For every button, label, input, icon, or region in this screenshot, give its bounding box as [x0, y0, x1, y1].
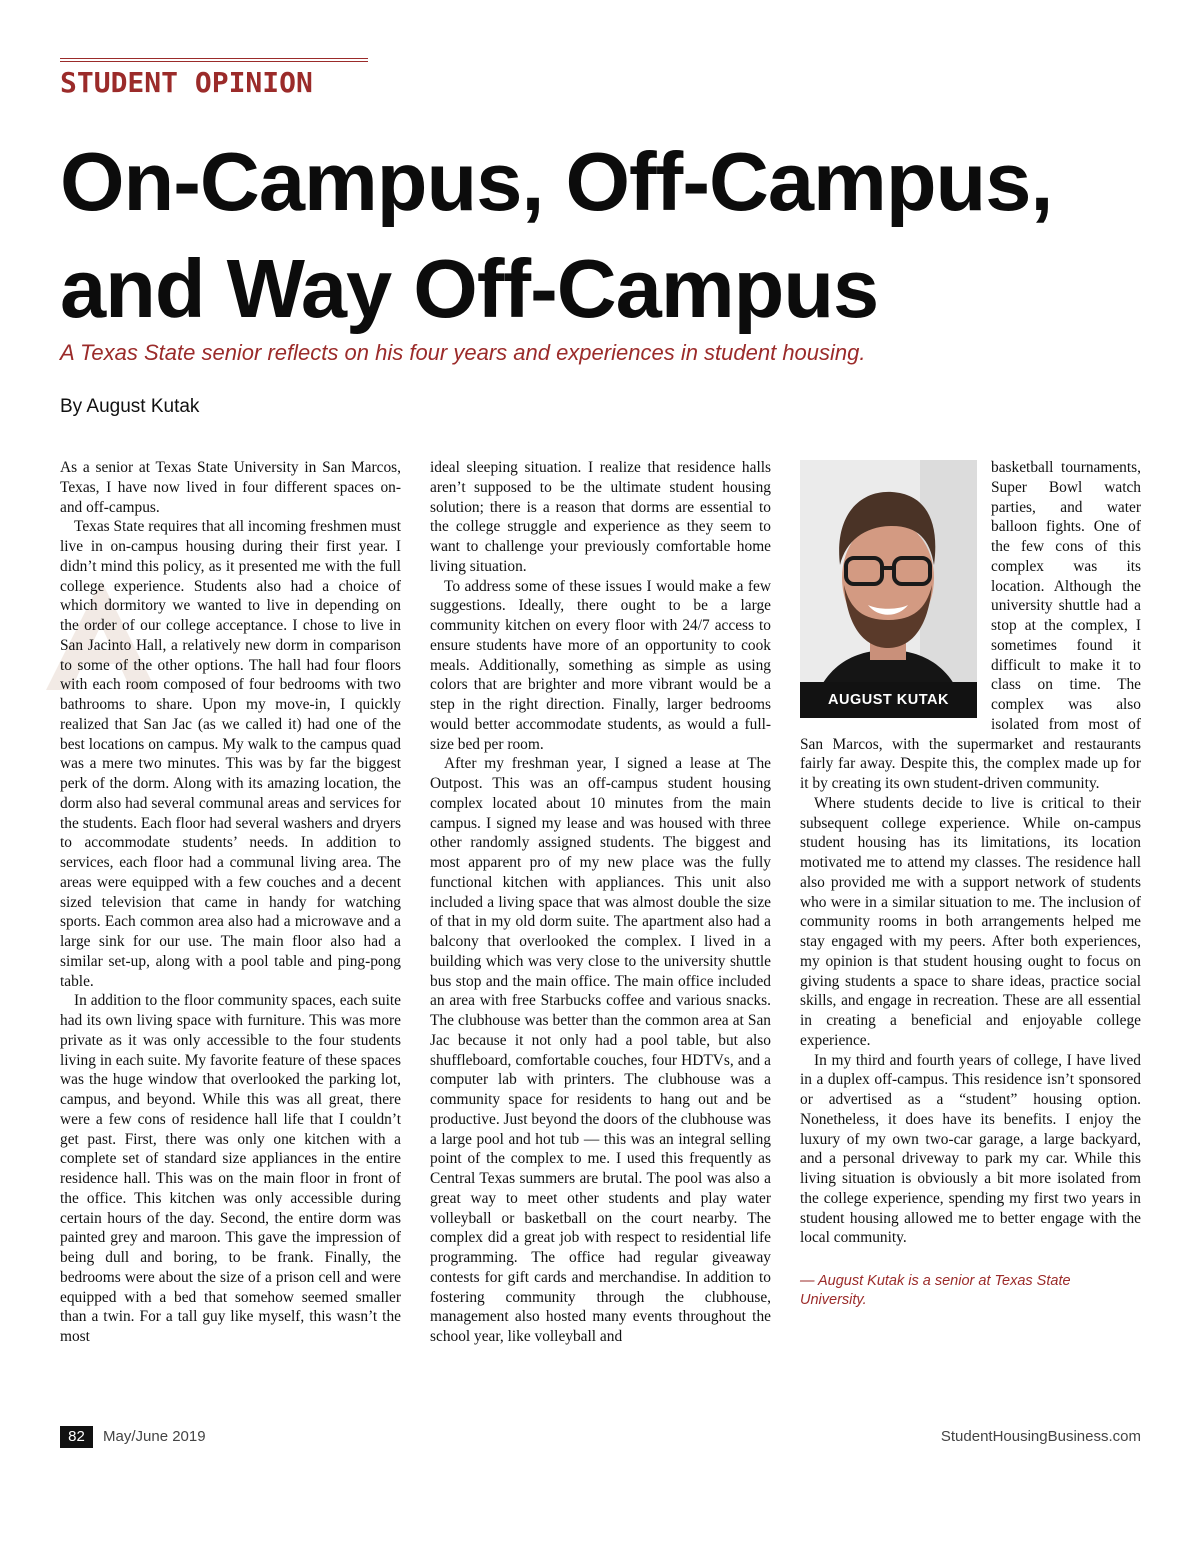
- article-column-1: [60, 458, 401, 1347]
- kicker-rule: [60, 58, 368, 62]
- paragraph: In addition to the floor community spaces, each suite had its own living space with furniture. This was more private as it was only accessible to the four students living in each suite. My favorite feature of these spaces was the huge window that overlooked the parking lot, campus, and beyond. While this was all great, there were a few cons of residence hall life that I couldn’t get past. First, there was only one kitchen with a complete set of standard size appliances in the entire residence hall. This was on the main floor in front of the office. This kitchen was only accessible during certain hours of the day. Second, the entire dorm was painted grey and maroon. This gave the impression of being dull and boring, to be frank. Finally, the bedrooms were about the size of a prison cell and were equipped with a bed that somehow seemed smaller than a twin. For a tall guy like myself, this wasn’t the most: [60, 992, 401, 1345]
- paragraph: Where students decide to live is critical to their subsequent college experience. While on-campus student housing has its limitations, its location motivated me to attend my classes. The residence hall also provided me with a support network of students who were in a similar situation to me. The inclusion of community rooms in both arrangements helped me stay engaged with my peers. After both experiences, my opinion is that student housing ought to focus on giving students a space to share ideas, practice social skills, and engage in recreation. These are all essential in creating a beneficial and enjoyable college experience.: [800, 794, 1141, 1049]
- article-headline: [60, 128, 1160, 342]
- author-portrait-icon: [800, 460, 977, 718]
- article-dek: A Texas State senior reflects on his four years and experiences in student housing.: [60, 340, 866, 365]
- page-footer: [60, 1426, 1141, 1450]
- paragraph: basketball tournaments, Super Bowl watch parties, and water balloon fights. One of the few cons of this complex was its location. Although the university shuttle had a stop at the complex, I sometimes found it difficult to make it to class on time. The complex was also isolated from most of San Marcos, with the supermarket and restaurants fairly far away. Despite this, the complex made up for it by creating its own student-driven community.: [800, 459, 1141, 792]
- article-column-2: [430, 458, 771, 1347]
- paragraph: After my freshman year, I signed a lease at The Outpost. This was an off-campus student housing complex located about 10 minutes from the main campus. I signed my lease and was housed with three other randomly assigned students. The biggest and most apparent pro of my new place was the fully functional kitchen with appliances. This unit also included a living space that was almost double the size of that in my old dorm suite. The apartment also had a balcony that overlooked the complex. I lived in a building which was very close to the university shuttle bus stop and the main office. The main office included an area with free Starbucks coffee and various snacks. The clubhouse was better than the common area at San Jac because it not only had a pool table, but also shuffleboard, comfortable couches, four HDTVs, and a computer lab with printers. The clubhouse was a community space for residents to hang out and be productive. Just beyond the doors of the clubhouse was a large pool and hot tub — this was an integral selling point of the complex to me. I used this frequently as Central Texas summers are brutal. The pool was also a great way to meet other students and play water volleyball or basketball on the court nearby. The complex did a great job with respect to residential life programming. The office had regular giveaway contests for gift cards and merchandise. In addition to fostering community through the clubhouse, management also hosted many events throughout the school year, like volleyball and: [430, 755, 771, 1345]
- section-kicker: STUDENT OPINION: [60, 66, 313, 99]
- section-kicker-block: [60, 58, 368, 100]
- headline-line-2: and Way Off-Campus: [60, 242, 879, 335]
- article-column-3: [800, 458, 1141, 1310]
- issue-date: May/June 2019: [103, 1428, 206, 1445]
- page-number: 82: [60, 1426, 93, 1448]
- headline-line-1: On-Campus, Off-Campus,: [60, 135, 1053, 228]
- paragraph: ideal sleeping situation. I realize that residence halls aren’t supposed to be the ultimate student housing solution; there is a reason that dorms are essential to the college struggle and experience as they seem to want to challenge your previously comfortable home living situation.: [430, 459, 771, 575]
- paragraph: As a senior at Texas State University in San Marcos, Texas, I have now lived in four different spaces on- and off-campus.: [60, 459, 401, 516]
- paragraph: In my third and fourth years of college, I have lived in a duplex off-campus. This residence isn’t sponsored or advertised as a “student” housing option. Nonetheless, it does have its benefits. I enjoy the luxury of my own two-car garage, a large backyard, and a personal driveway to park my car. While this living situation is obviously a bit more isolated from the college experience, spending my first two years in student housing allowed me to better engage with the local community.: [800, 1051, 1141, 1247]
- paragraph: To address some of these issues I would make a few suggestions. Ideally, there ought to be a large community kitchen on every floor with 24/7 access to ensure students have more of an opportunity to cook meals. Additionally, something as simple as using colors that are brighter and more vibrant would be a step in the right direction. Finally, larger bedrooms would better accommodate students, as would a full-size bed per room.: [430, 577, 771, 753]
- author-photo: [800, 460, 977, 718]
- paragraph: Texas State requires that all incoming freshmen must live in on-campus housing during their first year. I didn’t mind this policy, as it presented me with the full college experience. Students also had a choice of which dormitory we wanted to live in depending on the order of our college acceptance. I chose to live in San Jacinto Hall, a relatively new dorm in comparison to some of the other options. The hall had four floors with each room composed of four bedrooms with two bathrooms to share. Upon my move-in, I quickly realized that San Jac (as we called it) had one of the best locations on campus. My walk to the campus quad was a mere two minutes. This was by far the biggest perk of the dorm. Along with its amazing location, the dorm also had several communal areas and services for the students. Each floor had several washers and dryers to accommodate students’ needs. In addition to services, each floor had a communal living area. The areas were equipped with a few couches and a decent sized television that came in handy for watching sports. Each common area also had a microwave and a large sink for our use. The main floor also had a similar set-up, along with a pool table and ping-pong table.: [60, 518, 401, 990]
- byline: By August Kutak: [60, 396, 200, 417]
- site-url: StudentHousingBusiness.com: [940, 1428, 1141, 1445]
- author-note: — August Kutak is a senior at Texas State University.: [800, 1273, 1071, 1308]
- photo-caption: AUGUST KUTAK: [800, 682, 977, 718]
